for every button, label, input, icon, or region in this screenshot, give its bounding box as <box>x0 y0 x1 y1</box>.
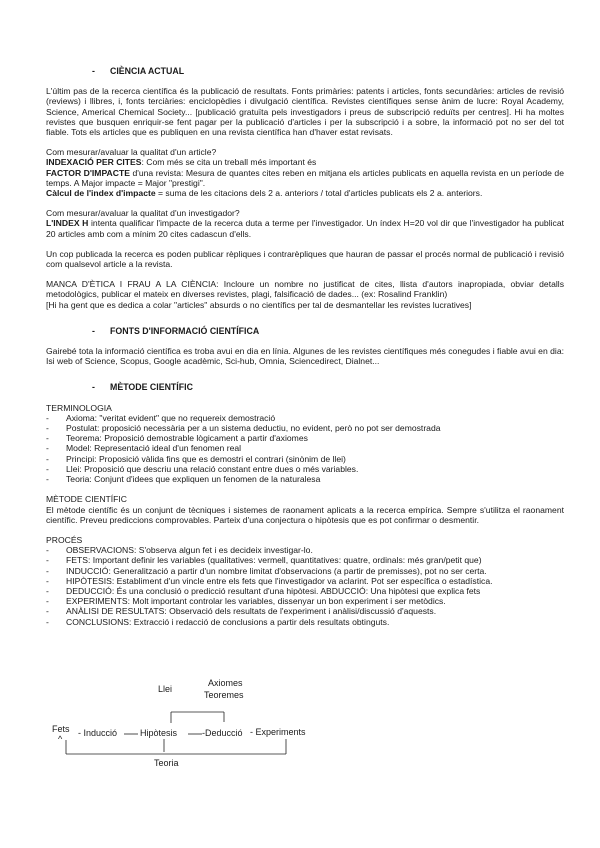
proces-title: PROCÉS <box>46 534 83 545</box>
list-item: - Llei: Proposició que descriu una relació constant entre dues o més variables. <box>46 463 359 474</box>
paragraph-manca-etica: MANCA D'ÈTICA I FRAU A LA CIÈNCIA: Incloure un nombre no justificat de cites, llista d'autors inapropiada, obviar detalls metodològics, publicar el mateix en diverses revistes, plagi, falsificació de dades... (ex: Rosalind Franklin) <box>46 279 564 300</box>
index-h-line <box>46 218 564 238</box>
list-item: - ANÀLISI DE RESULTATS: Observació dels resultats de l'experiment i anàlisi/discussió d'aquests. <box>46 606 437 617</box>
list-item: - Postulat: proposició necessària per a un sistema deductiu, no evident, però no pot ser demostrada <box>46 423 441 434</box>
section-heading-fonts <box>92 326 564 336</box>
diagram-teoria: Teoria <box>154 758 179 768</box>
paragraph-metode-cientific: El mètode científic és un conjunt de tècniques i sistemes de raonament aplicats a la recerca empírica. Sempre s'utilitza el raonament científic. Preveu prediccions comprovables. Parteix d'una conjectura o hipòtesis que es pot confirmar o desmentir. <box>46 504 564 525</box>
paragraph-manca-etica-note: [Hi ha gent que es dedica a colar "articles" absurds o no científics per tal de desmantellar les revistes lucratives] <box>46 299 472 310</box>
index-h-text: intenta qualificar l'impacte de la recerca duta a terme per l'investigador. Un índex H=20 vol dir que l'investigador ha publicat 20 articles amb com a mínim 20 cites cadascun d'ells. <box>46 218 564 239</box>
calcul-text: = suma de les citacions dels 2 a. anteriors / total d'articles publicats els 2 a. anteriors. <box>155 188 483 199</box>
list-item: - Teoria: Conjunt d'idees que expliquen un fenomen de la naturalesa <box>46 474 321 485</box>
index-h-label: L'INDEX H <box>46 218 89 229</box>
heading-dash: - <box>92 66 95 76</box>
question-article: Com mesurar/avaluar la qualitat d'un article? <box>46 147 217 158</box>
paragraph-publicada: Un cop publicada la recerca es poden publicar rèpliques i contrarèpliques que hauran de passar el procés normal de publicació i revisió com qualsevol article a la revista. <box>46 248 564 270</box>
factor-impacte-line <box>46 168 564 188</box>
calcul-label: Càlcul de l'index d'impacte <box>46 188 156 199</box>
diagram-caret: ^ <box>58 734 63 744</box>
diagram-induccio: - Inducció <box>78 728 118 738</box>
scientific-method-diagram <box>46 678 346 778</box>
heading-dash: - <box>92 325 95 336</box>
list-item: - INDUCCIÓ: Generalització a partir d'un nombre limitat d'observacions (a partir de premisses), pot no ser certa. <box>46 565 487 576</box>
proces-list <box>46 545 564 627</box>
list-item: - OBSERVACIONS: S'observa algun fet i es decideix investigar-lo. <box>46 545 313 556</box>
terminologia-title: TERMINOLOGIA <box>46 402 112 413</box>
heading-dash: - <box>92 382 95 393</box>
heading-text: CIÈNCIA ACTUAL <box>110 66 185 76</box>
list-item: - Model: Representació ideal d'un fenomen real <box>46 443 242 454</box>
question-investigador: Com mesurar/avaluar la qualitat d'un investigador? <box>46 208 240 219</box>
calcul-line <box>46 188 564 198</box>
factor-label: FACTOR D'IMPACTE <box>46 167 130 178</box>
section-heading-metode <box>92 382 564 392</box>
diagram-lleis: Llei <box>158 684 173 694</box>
metode-cientific-title: MÈTODE CIENTÍFIC <box>46 494 128 505</box>
paragraph-fonts: Gairebé tota la informació científica es troba avui en dia en línia. Algunes de les revistes científiques més conegudes i fiable avui en dia: Isi web of Science, Scopus, Google acadèmic, Sci-hub, Omnia, Sciencedirect, Dialnet... <box>46 346 564 367</box>
heading-text: MÈTODE CIENTÍFIC <box>110 382 193 393</box>
terminologia-list <box>46 413 564 484</box>
list-item: - CONCLUSIONS: Extracció i redacció de conclusions a partir dels resultats obtinguts. <box>46 616 390 627</box>
diagram-teoremes: Teoremes <box>204 690 244 700</box>
list-item: - Axioma: "veritat evident" que no requereix demostració <box>46 412 276 423</box>
list-item: - FETS: Important definir les variables (qualitatives: vermell, quantitatives: quatre, ordinals: més gran/petit que) <box>46 555 482 566</box>
list-item: - EXPERIMENTS: Molt important controlar les variables, dissenyar un bon experiment i ser metòdics. <box>46 596 446 607</box>
diagram-hipotesis: Hipòtesis <box>140 728 178 738</box>
document-page <box>46 66 564 627</box>
diagram-fets: Fets <box>52 724 70 734</box>
section-heading-ciencia-actual <box>92 66 564 76</box>
diagram-experiments: - Experiments <box>250 727 306 737</box>
list-item: - Principi: Proposició vàlida fins que es demostri el contrari (sinònim de llei) <box>46 453 346 464</box>
diagram-deduccio: -Deducció <box>202 728 243 738</box>
list-item: - HIPÒTESIS: Establiment d'un vincle entre els fets que l'investigador va aclarint. Pot ser específica o estadística. <box>46 575 493 586</box>
list-item: - Teorema: Proposició demostrable lògicament a partir d'axiomes <box>46 433 308 444</box>
diagram-axiomes: Axiomes <box>208 678 243 688</box>
indexacio-text: : Com més se cita un treball més important és <box>141 157 317 168</box>
list-item: - DEDUCCIÓ: És una conclusió o predicció resultant d'una hipòtesi. ABDUCCIÓ: Una hipòtesi que explica fets <box>46 585 481 596</box>
indexacio-label: INDEXACIÓ PER CITES <box>46 157 142 168</box>
paragraph-ultim-pas: L'últim pas de la recerca científica és la publicació de resultats. Fonts primàries: patents i articles, fonts secundàries: articles de revisió (reviews) i llibres, i, fonts terciàries: enciclopèdies i divulgació científica. Revistes científiques sense ànim de lucre: Royal Academy, Science, Americal Chemical Society... [publicació gratuïta pels investigadors i preus de subscripció reduïts per centres]. Hi ha moltes revistes que busquen enriquir-se fent pagar per la publicació d'articles i per la subscripció i a sobre, la informació pot no ser del tot fiable. Tots els articles que es publiquen en una revista científica han d'haver estat revisats. <box>46 86 564 138</box>
indexacio-line <box>46 157 564 167</box>
heading-text: FONTS D'INFORMACIÓ CIENTÍFICA <box>110 325 260 336</box>
factor-text: d'una revista: Mesura de quantes cites reben en mitjana els articles publicats en aquella revista en un període de temps. A Major impacte = Major "prestigi". <box>46 167 564 188</box>
